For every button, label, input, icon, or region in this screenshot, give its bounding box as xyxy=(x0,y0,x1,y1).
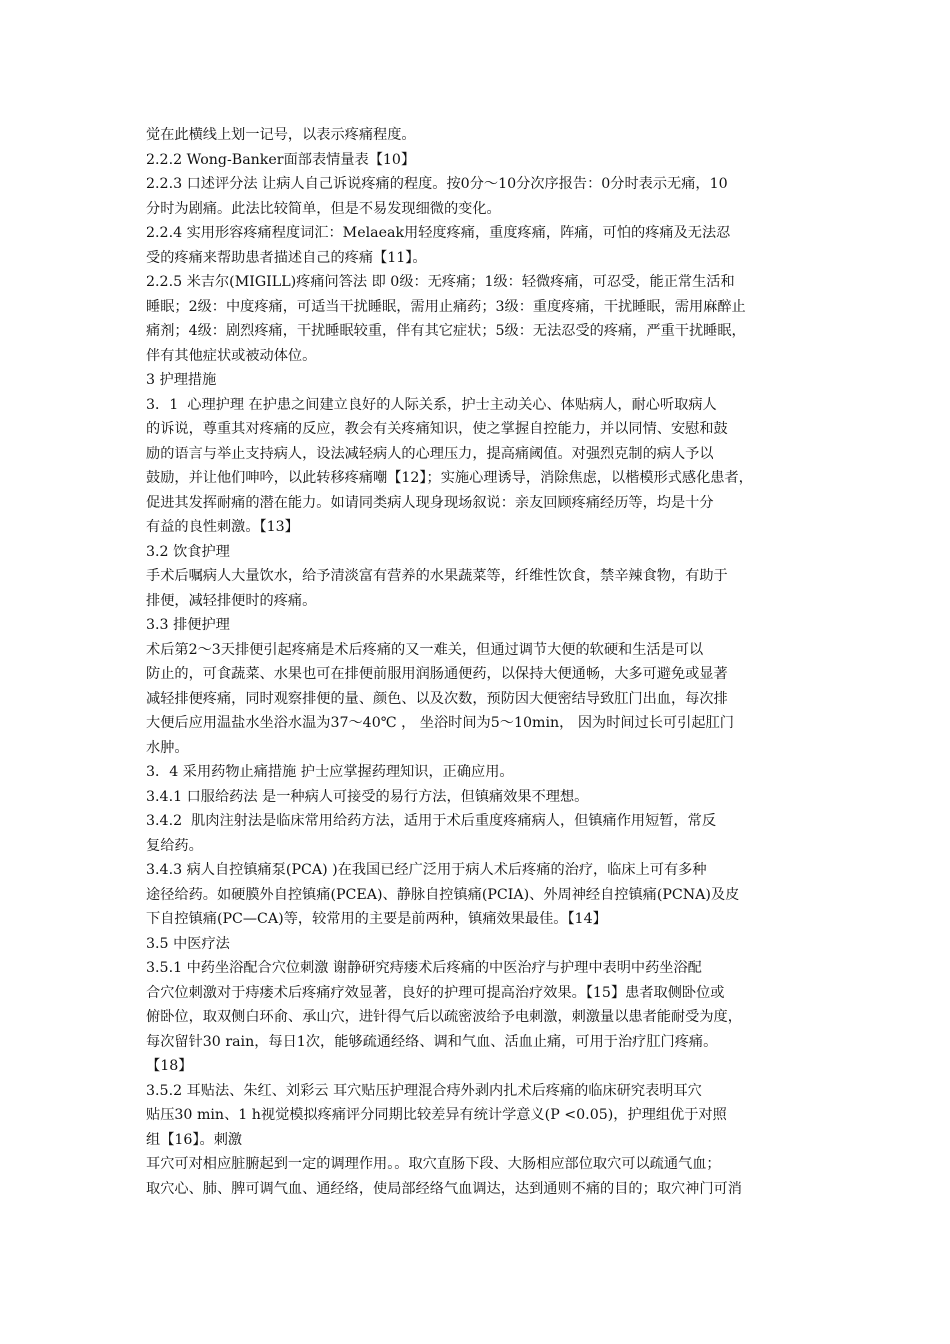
text-line: 觉在此横线上划一记号，以表示疼痛程度。 xyxy=(146,127,416,143)
text-line: 途径给药。如硬膜外自控镇痛(PCEA)、静脉自控镇痛(PCIA)、外周神经自控镇痛(PCNA)及皮 xyxy=(146,886,740,903)
text-line: 复给药。 xyxy=(146,837,203,854)
text-line: 伴有其他症状或被动体位。 xyxy=(146,347,317,364)
text-line: 促进其发挥耐痛的潜在能力。如请同类病人现身现场叙说：亲友回顾疼痛经历等，均是十分 xyxy=(146,494,714,511)
text-line: 鼓励，并让他们呻吟，以此转移疼痛嘲【12】；实施心理诱导，消除焦虑，以楷模形式感化患者， xyxy=(146,470,753,486)
text-line: 3．1 心理护理 在护患之间建立良好的人际关系，护士主动关心、体贴病人，耐心听取病人 xyxy=(146,396,717,413)
text-line: 3.5.2 耳贴法、朱红、刘彩云 耳穴贴压护理混合痔外剥内扎术后疼痛的临床研究表明耳穴 xyxy=(146,1082,702,1099)
text-line: 2.2.2 Wong-Banker面部表情量表【10】 xyxy=(146,151,416,168)
document-body xyxy=(146,123,816,1201)
text-line: 3.5.1 中药坐浴配合穴位刺激 谢静研究痔瘘术后疼痛的中医治疗与护理中表明中药坐浴配 xyxy=(146,960,702,976)
text-line: 每次留针30 rain，每日1次，能够疏通经络、调和气血、活血止痛，可用于治疗肛门疼痛。 xyxy=(146,1033,718,1050)
text-line: 2.2.5 米吉尔(MIGILL)疼痛问答法 即 0级：无疼痛；1级：轻微疼痛，可忍受，能正常生活和 xyxy=(146,274,735,290)
text-line: 下自控镇痛(PC—CA)等，较常用的主要是前两种，镇痛效果最佳。【14】 xyxy=(146,911,607,927)
text-line: 有益的良性刺激。【13】 xyxy=(146,519,299,535)
text-line: 3.4.3 病人自控镇痛泵(PCA) )在我国已经广泛用于病人术后疼痛的治疗，临床上可有多种 xyxy=(146,862,707,878)
text-line: 分时为剧痛。此法比较简单，但是不易发现细微的变化。 xyxy=(146,200,501,217)
text-line: 3.5 中医疗法 xyxy=(146,935,230,952)
text-line: 排便，减轻排便时的疼痛。 xyxy=(146,592,317,609)
text-line: 取穴心、肺、脾可调气血、通经络，使局部经络气血调达，达到通则不痛的目的；取穴神门可消 xyxy=(146,1180,742,1197)
text-line: 贴压30 min、1 h视觉模拟疼痛评分同期比较差异有统计学意义(P <0.05)，护理组优于对照 xyxy=(146,1107,727,1123)
text-line: 痛剂；4级：剧烈疼痛，干扰睡眠较重，伴有其它症状；5级：无法忍受的疼痛，严重干扰睡眠， xyxy=(146,323,746,339)
text-line: 水肿。 xyxy=(146,739,189,756)
text-line: 3.2 饮食护理 xyxy=(146,543,230,560)
text-line: 大便后应用温盐水坐浴水温为37～40℃ ， 坐浴时间为5～10min， 因为时间过长可引起肛门 xyxy=(146,715,734,731)
text-line: 睡眠；2级：中度疼痛，可适当干扰睡眠，需用止痛药；3级：重度疼痛，干扰睡眠，需用麻醉止 xyxy=(146,298,746,315)
text-line: 3 护理措施 xyxy=(146,372,217,388)
text-line: 2.2.3 口述评分法 让病人自己诉说疼痛的程度。按0分～10分次序报告：0分时表示无痛，10 xyxy=(146,176,728,192)
text-line: 耳穴可对相应脏腑起到一定的调理作用。。取穴直肠下段、大肠相应部位取穴可以疏通气血； xyxy=(146,1156,721,1172)
text-line: 组【16】。刺激 xyxy=(146,1131,243,1148)
text-line: 3.3 排便护理 xyxy=(146,617,230,633)
text-line: 合穴位刺激对于痔瘘术后疼痛疗效显著，良好的护理可提高治疗效果。【15】患者取侧卧位或 xyxy=(146,984,725,1001)
text-line: 3.4.1 口服给药法 是一种病人可接受的易行方法，但镇痛效果不理想。 xyxy=(146,788,589,805)
text-line: 3．4 采用药物止痛措施 护士应掌握药理知识，正确应用。 xyxy=(146,764,514,780)
text-line: 2.2.4 实用形容疼痛程度词汇：Melaeak用轻度疼痛，重度疼痛，阵痛，可怕的疼痛及无法忍 xyxy=(146,225,731,241)
text-line: 【18】 xyxy=(146,1058,193,1074)
text-line: 的诉说，尊重其对疼痛的反应，教会有关疼痛知识，使之掌握自控能力，并以同情、安慰和鼓 xyxy=(146,421,728,437)
text-line: 减轻排便疼痛，同时观察排便的量、颜色、以及次数，预防因大便密结导致肛门出血，每次排 xyxy=(146,690,728,707)
text-line: 俯卧位，取双侧白环俞、承山穴，进针得气后以疏密波给予电刺激，刺激量以患者能耐受为度， xyxy=(146,1009,742,1025)
text-line: 受的疼痛来帮助患者描述自己的疼痛【11】。 xyxy=(146,249,427,266)
text-line: 术后第2～3天排便引起疼痛是术后疼痛的又一难关，但通过调节大便的软硬和生活是可以 xyxy=(146,641,704,658)
text-line: 防止的，可食蔬菜、水果也可在排便前服用润肠通便药，以保持大便通畅，大多可避免或显著 xyxy=(146,666,728,682)
text-line: 3.4.2 肌肉注射法是临床常用给药方法，适用于术后重度疼痛病人，但镇痛作用短暂，常反 xyxy=(146,813,717,829)
text-line: 励的语言与举止支持病人，设法减轻病人的心理压力，提高痛阈值。对强烈克制的病人予以 xyxy=(146,445,714,462)
text-line: 手术后嘱病人大量饮水，给予清淡富有营养的水果蔬菜等，纤维性饮食，禁辛辣食物，有助于 xyxy=(146,568,728,584)
